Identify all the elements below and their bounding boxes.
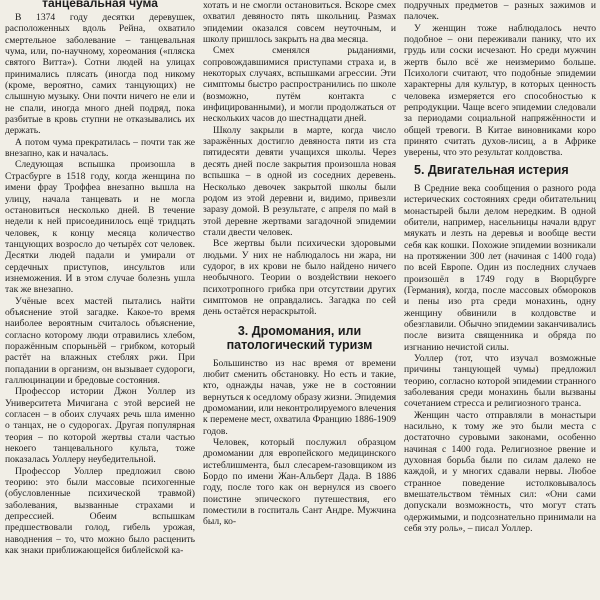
paragraph: Профессор Уоллер предложил свою теорию: это были массовые психогенные (обусловленные психической травмой) заболевания, вызванные страхами и депрессией. Обеим вспышкам предшествовали голод, гибель урожая, наводнения – то, что можно было расценить как знаки приближающейся библейской ка- (5, 465, 195, 557)
paragraph: подручных предметов – разных зажимов и палочек. (404, 0, 596, 23)
paragraph: Женщин часто отправляли в монастыри насильно, к тому же это были места с достаточно суровыми законами, особенно начиная с 1400 года. Религиозное рвение и духовная борьба были по силам далеко не каждой, и у многих сдавали нервы. Любое странное поведение истолковывалось вмешательством тёмных сил: «Они сами допускали возможность, что могут стать одержимыми, и подсознательно принимали на себя эту роль», – писал Уоллер. (404, 409, 596, 535)
paragraph: Уоллер (тот, что изучал возможные причины танцующей чумы) предложил теорию, согласно которой эпидемии странного заболевания среди монахинь были вызваны сочетанием стресса и религиозного транса. (404, 352, 596, 410)
paragraph: А потом чума прекратилась – почти так же внезапно, как и началась. (5, 136, 195, 160)
paragraph: Человек, который послужил образцом дромомании для европейского медицинского истеблишмента, был слесарем-газовщиком из Бордо по имени Жан-Альберт Дада. В 1886 году, после того как он вернулся из своего поистине эпического путешествия, его поместили в госпиталь Сант Андре. Мужчина был, ко- (203, 437, 396, 528)
paragraph: Школу закрыли в марте, когда число заражённых достигло девяноста пяти из ста пятидесяти девяти учащихся школы. Через десять дней после закрытия произошла новая вспышка – в одной из соседних деревень. Несколько девочек закрытой школы были родом из этой деревни и, видимо, привезли заразу домой. В результате, с апреля по май в этой деревне жертвами загадочной эпидемии стали двести человек. (203, 124, 396, 238)
paragraph: Смех сменялся рыданиями, сопровождавшимися приступами страха и, в некоторых случаях, вспышками агрессии. Эти симптомы быстро распространились по школе (возможно, путём контакта с инфицированными), и могли продолжаться от нескольких часов до шестнадцати дней. (203, 45, 396, 125)
paragraph: Большинство из нас время от времени любит сменить обстановку. Но есть и такие, кто, однажды начав, уже не в состоянии вернуться к оседлому образу жизни. Эпидемия дромомании, или неконтролируемого влечения к перемене мест, охватила Францию 1886-1909 годов. (203, 357, 396, 437)
article-column-3 (404, 0, 596, 600)
section-heading-dromomania: 3. Дромомания, или патологический туризм (226, 323, 373, 352)
paragraph: Все жертвы были психически здоровыми людьми. У них не наблюдалось ни жара, ни судорог, в их крови не было найдено ничего необычного. Теории о воздействии некоего психотропного грибка при отсутствии других симптомов не оправдались. Загадка по сей день остаётся нераскрытой. (203, 238, 396, 318)
paragraph: Профессор истории Джон Уоллер из Университета Мичигана с этой версией не согласен – в обоих случаях речь шла именно о танцах, не о судорогах. Другая популярная теория – по которой жертвы стали частью некоего танцевального культа, тоже показалась Уоллеру неубедительной. (5, 386, 195, 466)
paragraph: хотать и не смогли остановиться. Вскоре смех охватил девяносто пять школьниц. Размах эпидемии оказался совсем неуточным, и школу пришлось закрыть на два месяца. (203, 0, 396, 46)
paragraph: В 1374 году десятки деревушек, расположенных вдоль Рейна, охватило смертельное заболевание – танцевальная чума, или, по-научному, хореомания («пляска святого Витта»). Сотни людей на улицах принимались плясать (иногда под никому (кроме, вероятно, самих танцующих) не слышную музыку. Они почти ничего не ели и не спали, иногда много дней подряд, пока разбитые в кровь ступни не отказывались их держать. (5, 12, 195, 137)
section-heading-motor-hysteria: 5. Двигательная истерия (414, 162, 569, 177)
article-column-2 (203, 0, 396, 600)
paragraph: В Средние века сообщения о разного рода истерических состояниях среди обитательниц монастырей были делом нередким. В одной обители, например, насельницы начали вдруг мяукать и лезть на деревья и вообще вести себя как кошки. Похожие эпидемии возникали на протяжении 300 лет (начиная с 1400 года) по всей Европе. Один из последних случаев произошёл в 1749 году в Вюрцбурге (Германия), когда, после массовых обмороков и пены изо рта среди монахинь, одну женщину обвинили в колдовстве и обезглавили. Обычно эпидемии заканчивались после визита священника и обряда по изгнанию нечистой силы. (404, 182, 596, 353)
article-column-1 (5, 0, 195, 600)
paragraph: Следующая вспышка произошла в Страсбурге в 1518 году, когда женщина по имени фрау Троффеа внезапно вышла на улицу, начала танцевать и не могла остановиться несколько дней. В течение недели к ней присоединилось ещё тридцать человек, к концу месяца количество танцующих возросло до четырёх сот человек. Десятки людей падали и умирали от сердечных приступов, инсультов или изнеможения. И в этом случае болезнь ушла так же внезапно. (5, 159, 195, 296)
paragraph: Учёные всех мастей пытались найти объяснение этой загадке. Какое-то время наиболее вероятным считалось объяснение, согласно которому люди отравились хлебом, поражённым спорыньёй – грибком, который растёт на влажных стеблях ржи. При попадании в организм, он вызывает судороги, галлюцинации и бредовые состояния. (5, 295, 195, 386)
paragraph: У женщин тоже наблюдалось нечто подобное – они переживали панику, что их грудь или соски исчезают. Но среди мужчин жертв было всё же неизмеримо больше. Психологи считают, что подобные эпидемии характерны для культур, в которых ценность человека измеряется его способностью к репродукции. Чаще всего эпидемии следовали за периодами социальной напряжённости и общей тревоги. В Китае виновниками коро принято считать духов-лисиц, а в Африке уверены, что это результат колдовства. (404, 22, 596, 159)
section-heading-dancing-plague: танцевальная чума (42, 0, 158, 10)
